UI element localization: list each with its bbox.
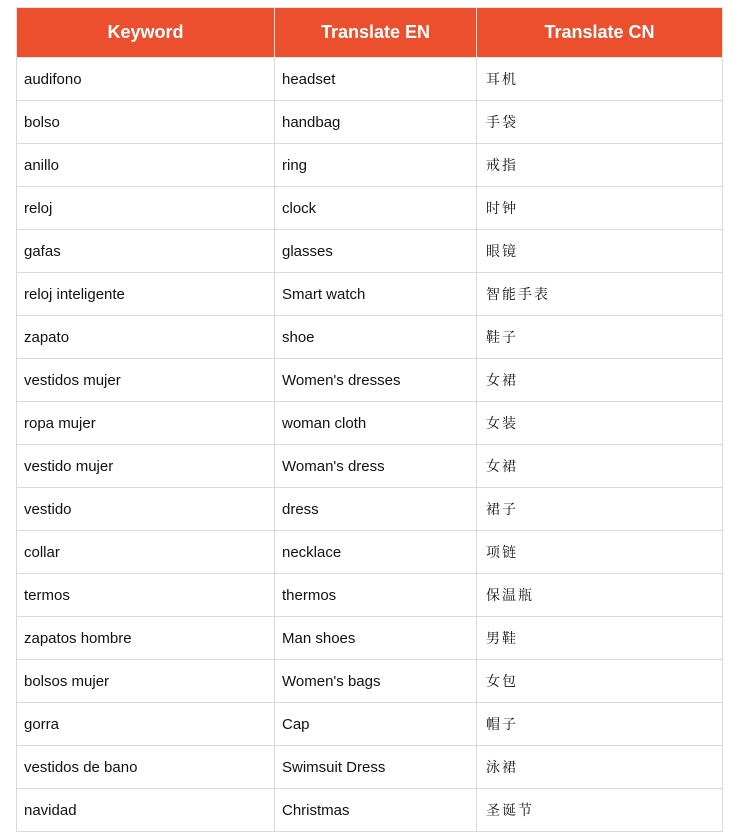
translate-cn-cell: 裙子 (477, 488, 723, 531)
table-row (17, 617, 723, 660)
translate-cn-cell: 时钟 (477, 187, 723, 230)
keyword-cell: zapato (17, 316, 275, 359)
translate-en-cell: Women's bags (275, 660, 477, 703)
translate-cn-cell: 眼镜 (477, 230, 723, 273)
keyword-cell: vestido (17, 488, 275, 531)
translate-en-cell: Man shoes (275, 617, 477, 660)
translate-cn-cell: 项链 (477, 531, 723, 574)
translate-cn-cell: 戒指 (477, 144, 723, 187)
table-row (17, 531, 723, 574)
translate-en-cell: clock (275, 187, 477, 230)
keyword-cell: vestidos mujer (17, 359, 275, 402)
keyword-cell: bolso (17, 101, 275, 144)
translate-cn-cell: 帽子 (477, 703, 723, 746)
table-row (17, 574, 723, 617)
header-translate-cn: Translate CN (477, 8, 723, 58)
keyword-cell: vestido mujer (17, 445, 275, 488)
table-row (17, 316, 723, 359)
keyword-cell: audifono (17, 58, 275, 101)
translate-cn-cell: 手袋 (477, 101, 723, 144)
translate-en-cell: Women's dresses (275, 359, 477, 402)
table-row (17, 230, 723, 273)
table-row (17, 359, 723, 402)
translate-cn-cell: 智能手表 (477, 273, 723, 316)
keyword-translation-table (16, 7, 723, 832)
keyword-cell: navidad (17, 789, 275, 832)
keyword-cell: termos (17, 574, 275, 617)
header-keyword: Keyword (17, 8, 275, 58)
keyword-cell: gafas (17, 230, 275, 273)
translate-cn-cell: 女装 (477, 402, 723, 445)
translate-en-cell: woman cloth (275, 402, 477, 445)
translate-cn-cell: 泳裙 (477, 746, 723, 789)
keyword-cell: anillo (17, 144, 275, 187)
keyword-cell: bolsos mujer (17, 660, 275, 703)
translate-cn-cell: 耳机 (477, 58, 723, 101)
translate-cn-cell: 女包 (477, 660, 723, 703)
translate-en-cell: dress (275, 488, 477, 531)
table-row (17, 101, 723, 144)
translate-en-cell: shoe (275, 316, 477, 359)
table-body (17, 58, 723, 832)
table-row (17, 273, 723, 316)
translate-en-cell: handbag (275, 101, 477, 144)
translate-cn-cell: 鞋子 (477, 316, 723, 359)
keyword-cell: reloj inteligente (17, 273, 275, 316)
header-translate-en: Translate EN (275, 8, 477, 58)
translate-cn-cell: 女裙 (477, 445, 723, 488)
table-row (17, 58, 723, 101)
translate-en-cell: necklace (275, 531, 477, 574)
translate-en-cell: glasses (275, 230, 477, 273)
keyword-translation-table-container (16, 7, 722, 832)
translate-en-cell: Christmas (275, 789, 477, 832)
table-row (17, 746, 723, 789)
translate-cn-cell: 女裙 (477, 359, 723, 402)
translate-en-cell: Swimsuit Dress (275, 746, 477, 789)
table-row (17, 789, 723, 832)
translate-en-cell: Cap (275, 703, 477, 746)
translate-en-cell: headset (275, 58, 477, 101)
keyword-cell: vestidos de bano (17, 746, 275, 789)
header-row (17, 8, 723, 58)
keyword-cell: reloj (17, 187, 275, 230)
table-header (17, 8, 723, 58)
translate-en-cell: Woman's dress (275, 445, 477, 488)
keyword-cell: zapatos hombre (17, 617, 275, 660)
table-row (17, 703, 723, 746)
translate-en-cell: ring (275, 144, 477, 187)
translate-cn-cell: 保温瓶 (477, 574, 723, 617)
translate-cn-cell: 圣诞节 (477, 789, 723, 832)
translate-en-cell: Smart watch (275, 273, 477, 316)
translate-en-cell: thermos (275, 574, 477, 617)
translate-cn-cell: 男鞋 (477, 617, 723, 660)
table-row (17, 660, 723, 703)
table-row (17, 488, 723, 531)
table-row (17, 402, 723, 445)
keyword-cell: gorra (17, 703, 275, 746)
table-row (17, 187, 723, 230)
keyword-cell: ropa mujer (17, 402, 275, 445)
keyword-cell: collar (17, 531, 275, 574)
table-row (17, 445, 723, 488)
table-row (17, 144, 723, 187)
